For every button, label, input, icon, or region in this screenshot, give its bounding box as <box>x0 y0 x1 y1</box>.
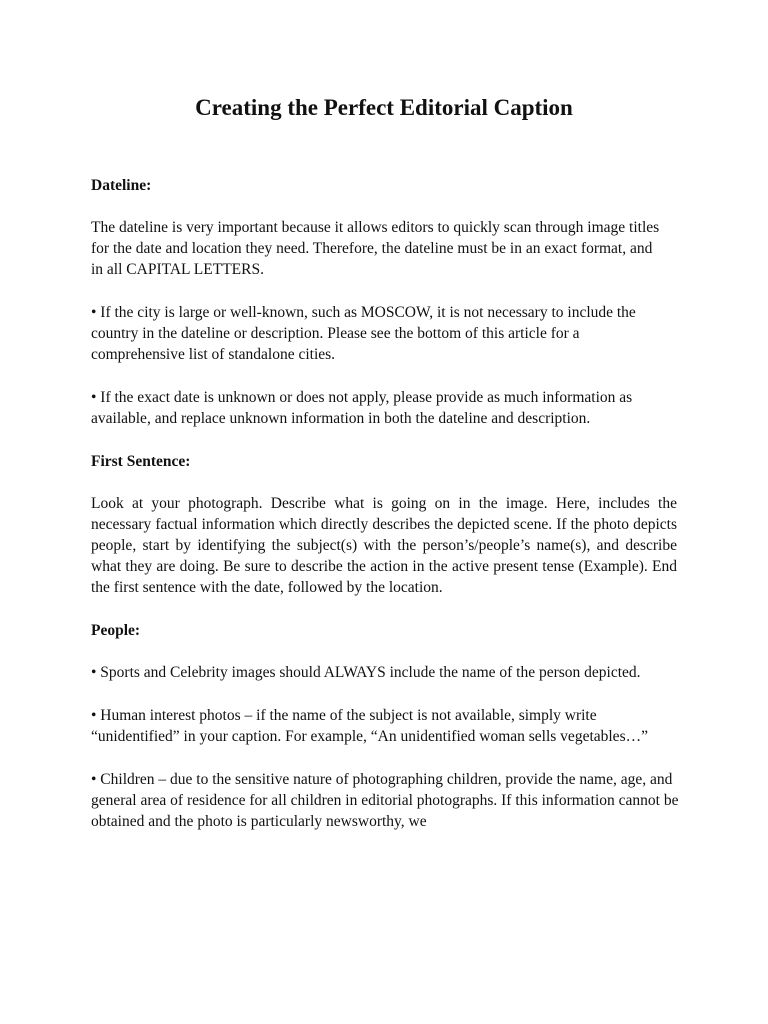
bullet-paragraph: • Sports and Celebrity images should ALWAYS include the name of the person depicted. <box>91 664 641 681</box>
document-body <box>91 175 677 854</box>
section-heading-people: People: <box>91 622 141 639</box>
bullet-paragraph: • If the exact date is unknown or does not apply, please provide as much information as available, and replace unknown information in both the dateline and description. <box>91 389 633 427</box>
page-title: Creating the Perfect Editorial Caption <box>195 95 573 120</box>
bullet-paragraph: • Human interest photos – if the name of the subject is not available, simply write “unidentified” in your caption. For example, “An unidentified woman sells vegetables…” <box>91 707 648 745</box>
section-heading-first-sentence: First Sentence: <box>91 453 191 470</box>
paragraph: The dateline is very important because it allows editors to quickly scan through image titles for the date and location they need. Therefore, the dateline must be in an exact format, and in all CAPITAL LETTERS. <box>91 219 660 278</box>
paragraph: Look at your photograph. Describe what is going on in the image. Here, includes the necessary factual information which directly describes the depicted scene. If the photo depicts people, start by identifying the subject(s) with the person’s/people’s name(s), and describe what they are doing. Be sure to describe the action in the active present tense (Example). End the first sentence with the date, followed by the location. <box>91 495 677 596</box>
bullet-paragraph: • Children – due to the sensitive nature of photographing children, provide the name, age, and general area of residence for all children in editorial photographs. If this information cannot be obtained and the photo is particularly newsworthy, we <box>91 771 679 830</box>
section-heading-dateline: Dateline: <box>91 177 152 194</box>
bullet-paragraph: • If the city is large or well-known, such as MOSCOW, it is not necessary to include the country in the dateline or description. Please see the bottom of this article for a comprehensive list of standalone cities. <box>91 304 636 363</box>
